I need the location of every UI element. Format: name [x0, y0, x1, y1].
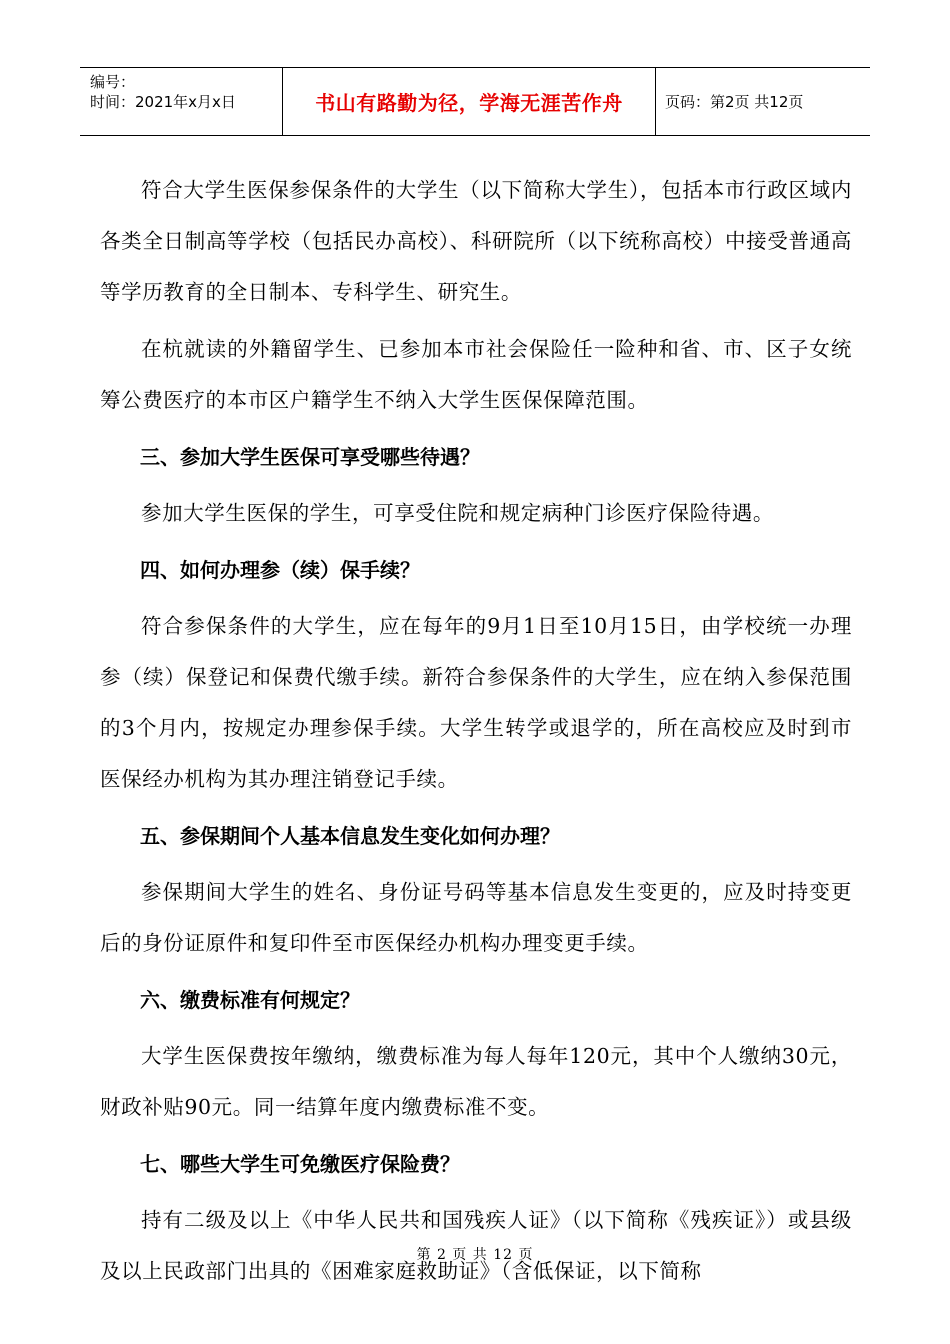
- paragraph: 持有二级及以上《中华人民共和国残疾人证》（以下简称《残疾证》）或县级及以上民政部门出具的《困难家庭救助证》（含低保证，以下简称: [100, 1208, 852, 1283]
- header-page-code-cell: [656, 68, 870, 135]
- paragraph: 参加大学生医保的学生，可享受住院和规定病种门诊医疗保险待遇。: [141, 501, 774, 525]
- section-heading: 七、哪些大学生可免缴医疗保险费？: [140, 1152, 460, 1176]
- paragraph: 在杭就读的外籍留学生、已参加本市社会保险任一险种和省、市、区子女统筹公费医疗的本市区户籍学生不纳入大学生医保保障范围。: [100, 337, 852, 412]
- paragraph: 参保期间大学生的姓名、身份证号码等基本信息发生变更的，应及时持变更后的身份证原件和复印件至市医保经办机构办理变更手续。: [100, 880, 852, 955]
- document-body: [100, 165, 852, 1303]
- document-number-label: 编号：: [90, 73, 136, 91]
- page-footer: [0, 1244, 950, 1264]
- header-motto: 书山有路勤为径，学海无涯苦作舟: [315, 91, 623, 115]
- header-motto-cell: [283, 68, 656, 135]
- paragraph: 符合大学生医保参保条件的大学生（以下简称大学生），包括本市行政区域内各类全日制高等学校（包括民办高校）、科研院所（以下统称高校）中接受普通高等学历教育的全日制本、专科学生、研究生。: [100, 178, 852, 304]
- section-heading: 五、参保期间个人基本信息发生变化如何办理？: [140, 824, 560, 848]
- page-header: [80, 67, 870, 136]
- section-heading: 三、参加大学生医保可享受哪些待遇？: [140, 445, 480, 469]
- section-heading: 六、缴费标准有何规定？: [140, 988, 360, 1012]
- paragraph: 大学生医保费按年缴纳，缴费标准为每人每年120元，其中个人缴纳30元，财政补贴90元。同一结算年度内缴费标准不变。: [100, 1044, 852, 1119]
- section-heading: 四、如何办理参（续）保手续？: [140, 558, 420, 582]
- document-time-label: 时间：2021年x月x日: [90, 93, 236, 111]
- footer-page-number: 第 2 页 共 12 页: [416, 1247, 534, 1263]
- paragraph: 符合参保条件的大学生，应在每年的9月1日至10月15日，由学校统一办理参（续）保登记和保费代缴手续。新符合参保条件的大学生，应在纳入参保范围的3个月内，按规定办理参保手续。大学生转学或退学的，所在高校应及时到市医保经办机构为其办理注销登记手续。: [100, 614, 852, 791]
- header-page-code: 页码：第2页 共12页: [665, 93, 804, 111]
- header-meta: [80, 68, 283, 135]
